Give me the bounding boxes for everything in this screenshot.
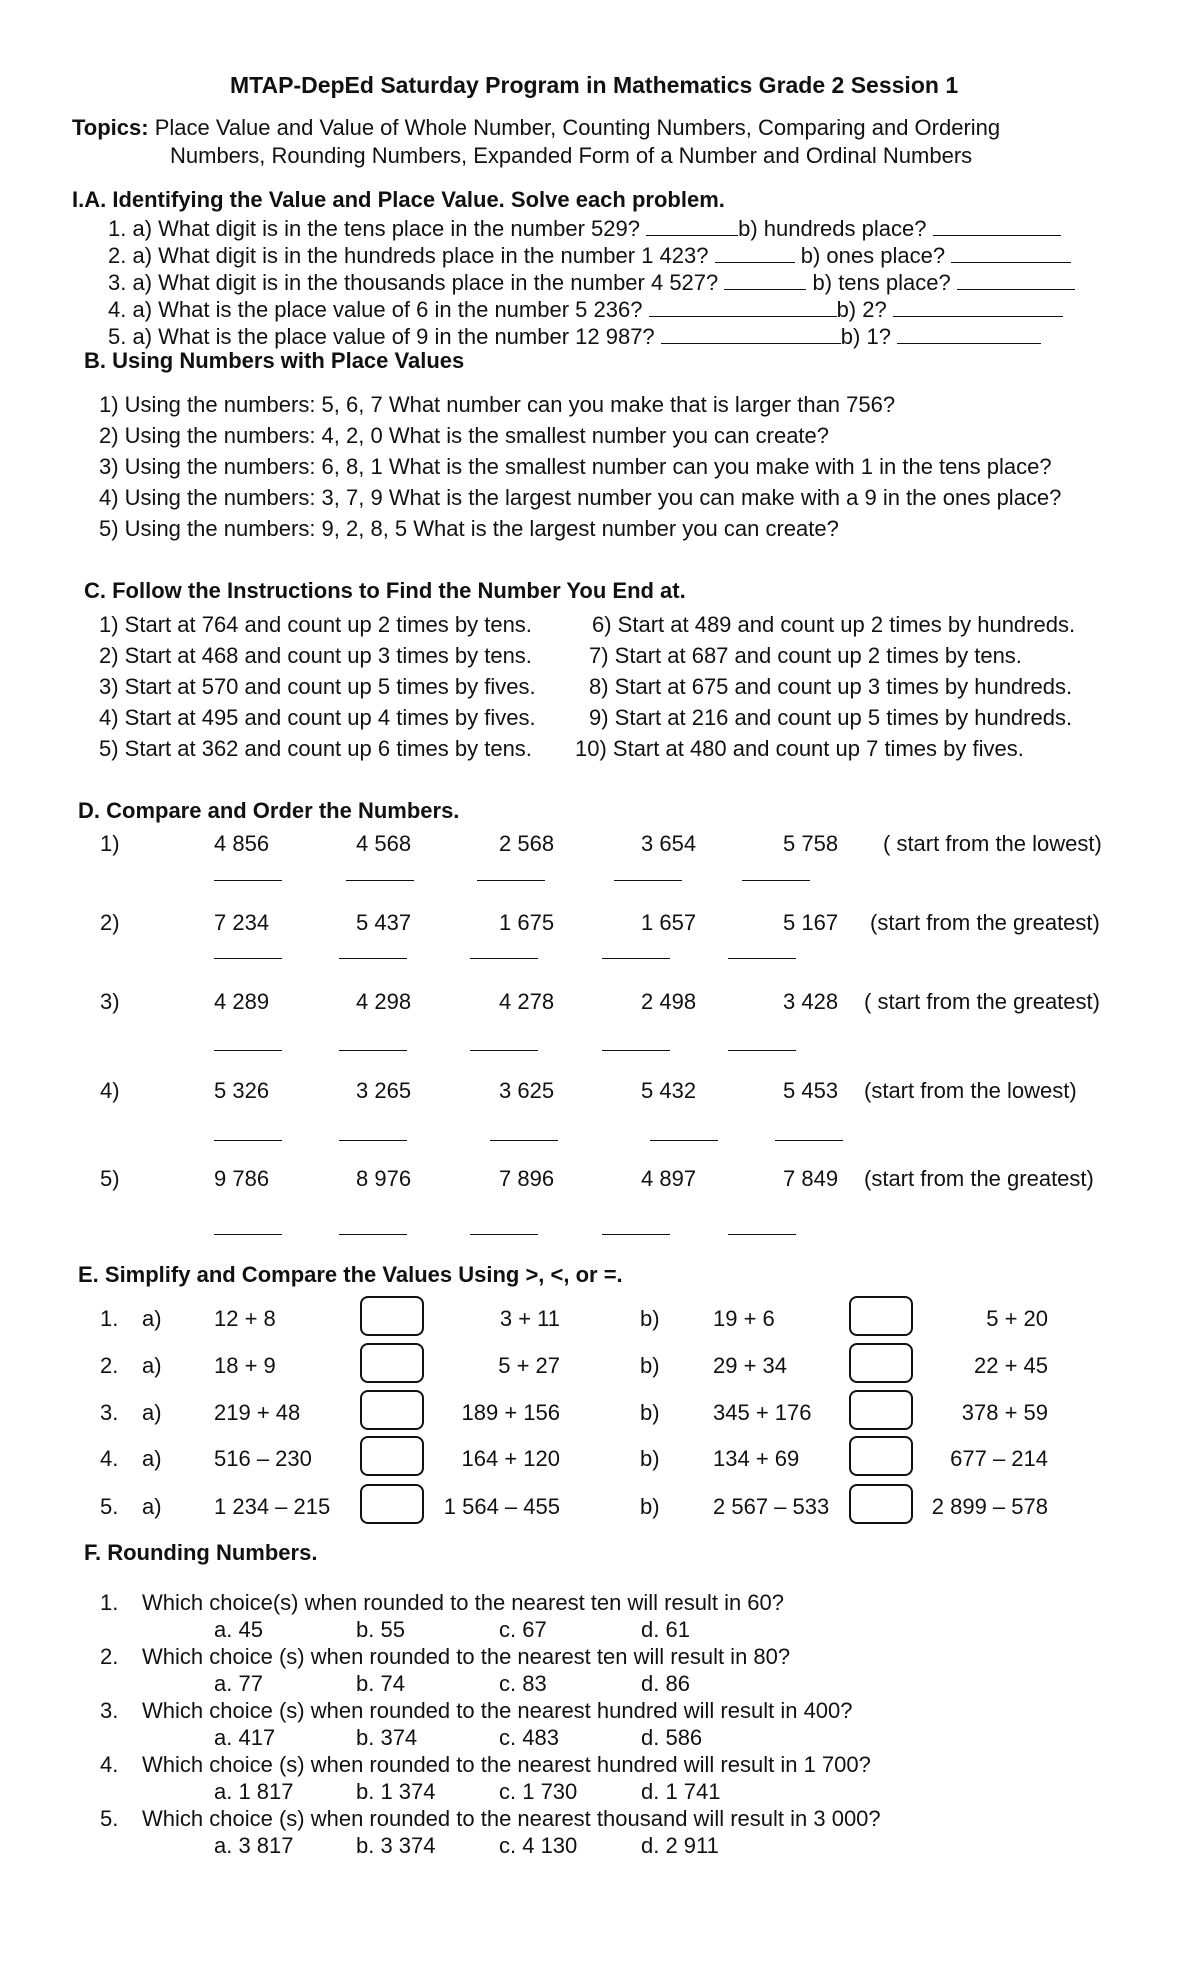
section-c-heading: C. Follow the Instructions to Find the Number You End at. — [84, 578, 686, 603]
f-choice[interactable]: c. 83 — [499, 1671, 547, 1696]
f-choice[interactable]: d. 2 911 — [641, 1833, 719, 1858]
d-instruction: (start from the lowest) — [864, 1078, 1077, 1103]
order-blank[interactable] — [470, 1234, 538, 1235]
order-blank[interactable] — [214, 958, 282, 959]
order-blank[interactable] — [214, 880, 282, 881]
d-value: 7 234 — [214, 910, 270, 935]
comparison-box[interactable] — [360, 1296, 424, 1336]
e-b-right: 378 + 59 — [961, 1400, 1048, 1425]
f-choice[interactable]: a. 1 817 — [214, 1779, 294, 1804]
section-b-heading: B. Using Numbers with Place Values — [84, 348, 465, 373]
d-value: 1 657 — [641, 910, 697, 935]
d-instruction: (start from the greatest) — [864, 1166, 1094, 1191]
order-blank[interactable] — [339, 958, 407, 959]
e-b-right: 22 + 45 — [973, 1353, 1048, 1378]
d-value: 5 437 — [356, 910, 412, 935]
order-blank[interactable] — [602, 1234, 670, 1235]
b-question: b) 2? — [836, 297, 887, 322]
b-item-5: 5) Using the numbers: 9, 2, 8, 5 What is the largest number you can create? — [99, 516, 839, 541]
e-row-num: 2. — [100, 1353, 119, 1378]
e-row-num: 3. — [100, 1400, 119, 1425]
a-question: 1. a) What digit is in the tens place in the number 529? — [108, 216, 640, 241]
order-blank[interactable] — [602, 1050, 670, 1051]
f-num: 1. — [100, 1590, 119, 1615]
b-question: b) ones place? — [800, 243, 946, 268]
e-a-label: a) — [142, 1494, 162, 1519]
f-num: 4. — [100, 1752, 119, 1777]
d-value: 5 758 — [783, 831, 839, 856]
comparison-box[interactable] — [360, 1484, 424, 1524]
c-item: 5) Start at 362 and count up 6 times by tens. — [99, 736, 532, 761]
f-choice[interactable]: d. 61 — [641, 1617, 690, 1642]
e-row-num: 5. — [100, 1494, 119, 1519]
d-value: 4 897 — [641, 1166, 697, 1191]
topics-label: Topics: — [72, 115, 149, 140]
e-b-left: 134 + 69 — [713, 1446, 800, 1471]
answer-blank[interactable] — [933, 215, 1061, 236]
e-b-right: 5 + 20 — [986, 1306, 1048, 1331]
f-choice[interactable]: d. 586 — [641, 1725, 703, 1750]
order-blank[interactable] — [728, 958, 796, 959]
e-a-left: 219 + 48 — [214, 1400, 301, 1425]
e-a-right: 1 564 – 455 — [443, 1494, 560, 1519]
f-choice[interactable]: b. 3 374 — [356, 1833, 436, 1858]
e-b-left: 19 + 6 — [713, 1306, 775, 1331]
answer-blank[interactable] — [897, 323, 1041, 344]
d-value: 3 428 — [783, 989, 839, 1014]
d-row-num: 5) — [100, 1166, 120, 1191]
a-item-2 — [108, 242, 1071, 269]
d-value: 2 498 — [641, 989, 697, 1014]
order-blank[interactable] — [214, 1050, 282, 1051]
d-value: 5 432 — [641, 1078, 697, 1103]
a-item-5 — [108, 323, 1041, 350]
e-a-left: 1 234 – 215 — [214, 1494, 331, 1519]
answer-blank[interactable] — [951, 242, 1071, 263]
order-blank[interactable] — [650, 1140, 718, 1141]
e-b-label: b) — [640, 1306, 660, 1331]
f-question: Which choice (s) when rounded to the nearest hundred will result in 1 700? — [142, 1752, 871, 1777]
f-choice[interactable]: b. 374 — [356, 1725, 418, 1750]
f-choice[interactable]: a. 3 817 — [214, 1833, 294, 1858]
comparison-box[interactable] — [360, 1436, 424, 1476]
f-num: 5. — [100, 1806, 119, 1831]
d-value: 4 278 — [499, 989, 555, 1014]
a-item-4 — [108, 296, 1063, 323]
c-item: 3) Start at 570 and count up 5 times by fives. — [99, 674, 536, 699]
d-value: 9 786 — [214, 1166, 270, 1191]
order-blank[interactable] — [614, 880, 682, 881]
f-question: Which choice (s) when rounded to the nearest ten will result in 80? — [142, 1644, 791, 1669]
d-instruction: ( start from the lowest) — [883, 831, 1102, 856]
e-a-label: a) — [142, 1353, 162, 1378]
d-row-num: 3) — [100, 989, 120, 1014]
d-value: 5 453 — [783, 1078, 839, 1103]
d-value: 3 654 — [641, 831, 697, 856]
e-b-label: b) — [640, 1353, 660, 1378]
d-instruction: ( start from the greatest) — [864, 989, 1100, 1014]
d-value: 3 265 — [356, 1078, 412, 1103]
d-value: 4 298 — [356, 989, 412, 1014]
c-item: 4) Start at 495 and count up 4 times by fives. — [99, 705, 536, 730]
d-value: 3 625 — [499, 1078, 555, 1103]
e-a-right: 5 + 27 — [498, 1353, 560, 1378]
d-value: 4 856 — [214, 831, 270, 856]
f-choice[interactable]: a. 45 — [214, 1617, 263, 1642]
section-d-heading: D. Compare and Order the Numbers. — [78, 798, 460, 823]
b-item-4: 4) Using the numbers: 3, 7, 9 What is the largest number you can make with a 9 in the ones place? — [99, 485, 1062, 510]
f-choice[interactable]: a. 417 — [214, 1725, 276, 1750]
e-a-label: a) — [142, 1400, 162, 1425]
f-choice[interactable]: d. 86 — [641, 1671, 690, 1696]
d-value: 5 167 — [783, 910, 839, 935]
d-value: 2 568 — [499, 831, 555, 856]
answer-blank[interactable] — [957, 269, 1075, 290]
d-value: 1 675 — [499, 910, 555, 935]
order-blank[interactable] — [775, 1140, 843, 1141]
f-question: Which choice (s) when rounded to the nearest thousand will result in 3 000? — [142, 1806, 881, 1831]
e-b-right: 677 – 214 — [950, 1446, 1048, 1471]
e-a-left: 18 + 9 — [214, 1353, 276, 1378]
order-blank[interactable] — [346, 880, 414, 881]
order-blank[interactable] — [742, 880, 810, 881]
a-item-3 — [108, 269, 1075, 296]
d-instruction: (start from the greatest) — [870, 910, 1100, 935]
order-blank[interactable] — [470, 1050, 538, 1051]
d-row-num: 1) — [100, 831, 120, 856]
topics-line-1 — [72, 115, 1000, 141]
order-blank[interactable] — [490, 1140, 558, 1141]
e-a-right: 3 + 11 — [499, 1306, 560, 1331]
answer-blank[interactable] — [649, 296, 837, 317]
page-title: MTAP-DepEd Saturday Program in Mathematics Grade 2 Session 1 — [230, 72, 959, 98]
topics-text-1: Place Value and Value of Whole Number, Counting Numbers, Comparing and Ordering — [154, 115, 1001, 140]
section-f-heading: F. Rounding Numbers. — [84, 1540, 318, 1565]
e-b-label: b) — [640, 1446, 660, 1471]
f-choice[interactable]: a. 77 — [214, 1671, 263, 1696]
e-b-left: 2 567 – 533 — [713, 1494, 830, 1519]
comparison-box[interactable] — [360, 1390, 424, 1430]
answer-blank[interactable] — [661, 323, 841, 344]
b-item-2: 2) Using the numbers: 4, 2, 0 What is the smallest number you can create? — [99, 423, 830, 448]
e-b-left: 29 + 34 — [713, 1353, 788, 1378]
f-choice[interactable]: c. 67 — [499, 1617, 547, 1642]
order-blank[interactable] — [728, 1234, 796, 1235]
order-blank[interactable] — [214, 1140, 282, 1141]
c-item: 10) Start at 480 and count up 7 times by fives. — [575, 736, 1024, 761]
answer-blank[interactable] — [724, 269, 806, 290]
section-e-heading: E. Simplify and Compare the Values Using >, <, or =. — [78, 1262, 623, 1287]
c-item: 6) Start at 489 and count up 2 times by hundreds. — [592, 612, 1076, 637]
f-choice[interactable]: b. 74 — [356, 1671, 405, 1696]
d-row-num: 2) — [100, 910, 120, 935]
order-blank[interactable] — [339, 1140, 407, 1141]
f-choice[interactable]: b. 1 374 — [356, 1779, 436, 1804]
d-value: 4 289 — [214, 989, 270, 1014]
c-item: 8) Start at 675 and count up 3 times by hundreds. — [589, 674, 1073, 699]
d-value: 4 568 — [356, 831, 412, 856]
e-b-label: b) — [640, 1400, 660, 1425]
f-question: Which choice (s) when rounded to the nearest hundred will result in 400? — [142, 1698, 853, 1723]
b-item-1: 1) Using the numbers: 5, 6, 7 What number can you make that is larger than 756? — [99, 392, 896, 417]
a-question: 2. a) What digit is in the hundreds place in the number 1 423? — [108, 243, 709, 268]
b-question: b) 1? — [840, 324, 891, 349]
order-blank[interactable] — [470, 958, 538, 959]
f-num: 2. — [100, 1644, 119, 1669]
c-item: 1) Start at 764 and count up 2 times by tens. — [99, 612, 532, 637]
a-question: 5. a) What is the place value of 9 in the number 12 987? — [108, 324, 655, 349]
f-choice[interactable]: b. 55 — [356, 1617, 405, 1642]
e-a-label: a) — [142, 1306, 162, 1331]
answer-blank[interactable] — [715, 242, 795, 263]
e-b-left: 345 + 176 — [713, 1400, 812, 1425]
b-item-3: 3) Using the numbers: 6, 8, 1 What is the smallest number can you make with 1 in the tens place? — [99, 454, 1052, 479]
order-blank[interactable] — [477, 880, 545, 881]
e-a-left: 516 – 230 — [214, 1446, 312, 1471]
section-a-heading: I.A. Identifying the Value and Place Value. Solve each problem. — [72, 187, 725, 212]
f-choice[interactable]: c. 1 730 — [499, 1779, 578, 1804]
e-row-num: 4. — [100, 1446, 119, 1471]
d-value: 8 976 — [356, 1166, 412, 1191]
d-value: 7 896 — [499, 1166, 555, 1191]
d-value: 7 849 — [783, 1166, 839, 1191]
f-choice[interactable]: c. 483 — [499, 1725, 559, 1750]
c-item: 9) Start at 216 and count up 5 times by hundreds. — [589, 705, 1073, 730]
c-item: 7) Start at 687 and count up 2 times by tens. — [589, 643, 1022, 668]
answer-blank[interactable] — [893, 296, 1063, 317]
a-question: 4. a) What is the place value of 6 in the number 5 236? — [108, 297, 643, 322]
f-num: 3. — [100, 1698, 119, 1723]
c-item: 2) Start at 468 and count up 3 times by tens. — [99, 643, 532, 668]
a-item-1 — [108, 215, 1061, 242]
e-row-num: 1. — [100, 1306, 119, 1331]
f-choice[interactable]: c. 4 130 — [499, 1833, 578, 1858]
f-choice[interactable]: d. 1 741 — [641, 1779, 721, 1804]
answer-blank[interactable] — [646, 215, 738, 236]
b-question: b) hundreds place? — [738, 216, 927, 241]
e-a-right: 164 + 120 — [461, 1446, 560, 1471]
e-b-right: 2 899 – 578 — [931, 1494, 1048, 1519]
e-a-right: 189 + 156 — [461, 1400, 560, 1425]
d-value: 5 326 — [214, 1078, 270, 1103]
e-a-label: a) — [142, 1446, 162, 1471]
a-question: 3. a) What digit is in the thousands place in the number 4 527? — [108, 270, 719, 295]
order-blank[interactable] — [214, 1234, 282, 1235]
e-a-left: 12 + 8 — [214, 1306, 276, 1331]
e-b-label: b) — [640, 1494, 660, 1519]
order-blank[interactable] — [339, 1234, 407, 1235]
order-blank[interactable] — [728, 1050, 796, 1051]
f-question: Which choice(s) when rounded to the nearest ten will result in 60? — [142, 1590, 785, 1615]
topics-text-2: Numbers, Rounding Numbers, Expanded Form of a Number and Ordinal Numbers — [170, 143, 973, 168]
order-blank[interactable] — [339, 1050, 407, 1051]
b-question: b) tens place? — [812, 270, 951, 295]
order-blank[interactable] — [602, 958, 670, 959]
comparison-box[interactable] — [360, 1343, 424, 1383]
d-row-num: 4) — [100, 1078, 120, 1103]
